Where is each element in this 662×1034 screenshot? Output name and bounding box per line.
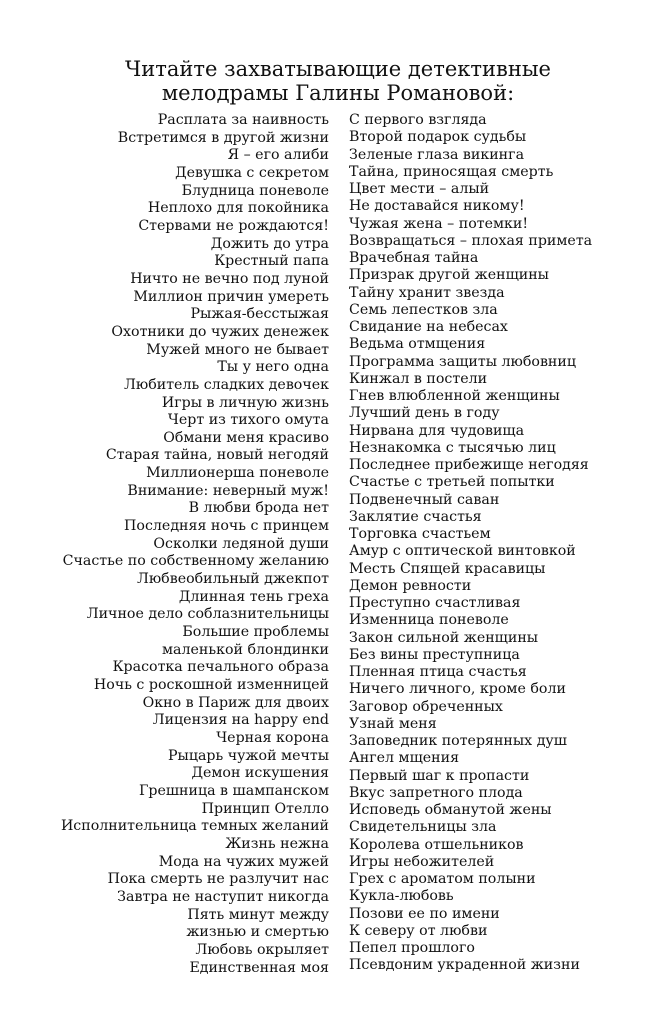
book-title: Внимание: неверный муж! [127, 482, 329, 499]
book-title: Торговка счастьем [349, 526, 491, 542]
book-title: С первого взгляда [349, 112, 487, 128]
book-title: Личное дело соблазнительницы [86, 606, 329, 623]
book-title: Свидетельницы зла [349, 819, 497, 836]
book-title: Зеленые глаза викинга [349, 146, 525, 163]
book-title: Осколки ледяной души [153, 535, 329, 552]
book-title: Игры в личную жизнь [161, 394, 329, 411]
book-title: Ведьма отмщения [349, 336, 486, 353]
page-title [0, 57, 662, 105]
book-title: Тайна, приносящая смерть [349, 163, 554, 180]
book-title: Демон искушения [191, 765, 329, 782]
book-title: Исполнительница темных желаний [60, 818, 329, 835]
book-title: Пепел прошлого [349, 940, 475, 956]
book-title: Принцип Отелло [201, 800, 329, 817]
book-title: Второй подарок судьбы [349, 129, 527, 146]
book-title: Рыжая-бесстыжая [190, 306, 329, 323]
book-title: Черная корона [216, 729, 329, 746]
book-title: Мужей много не бывает [146, 341, 329, 358]
book-title: Программа защиты любовниц [349, 353, 576, 370]
book-title: Охотники до чужих денежек [111, 323, 329, 340]
book-title: Кукла-любовь [349, 888, 454, 905]
book-title: Жизнь нежна [225, 835, 329, 852]
book-list-right [349, 112, 592, 975]
book-title: Заклятие счастья [349, 508, 482, 525]
book-title: Возвращаться – плохая примета [349, 232, 593, 249]
book-title: Пять минут между [187, 906, 329, 923]
book-title: Мода на чужих мужей [158, 853, 329, 870]
book-title: К северу от любви [349, 922, 488, 939]
book-title: Не доставайся никому! [349, 198, 525, 215]
book-title: Длинная тень греха [178, 588, 329, 605]
book-title: Ничего личного, кроме боли [349, 681, 566, 698]
book-title: Красотка печального образа [112, 659, 329, 676]
book-title: Преступно счастливая [349, 595, 521, 611]
book-title: Девушка с секретом [175, 164, 329, 181]
book-title: Дожить до утра [210, 235, 329, 252]
book-title: жизнью и смертью [186, 924, 329, 941]
book-title: Игры небожителей [349, 853, 495, 870]
book-title: Незнакомка с тысячью лиц [349, 439, 556, 456]
book-title: Крестный папа [214, 253, 329, 270]
book-title: Окно в Париж для двоих [142, 694, 329, 711]
book-title: Миллионерша поневоле [146, 465, 329, 482]
book-title: Последняя ночь с принцем [124, 518, 329, 535]
book-title: Любовь окрыляет [195, 941, 329, 958]
book-title: Счастье с третьей попытки [349, 474, 555, 491]
book-title: маленькой блондинки [162, 641, 329, 658]
title-line: Читайте захватывающие детективные [125, 57, 551, 81]
book-title: Гнев влюбленной женщины [349, 388, 560, 404]
book-title: Миллион причин умереть [133, 288, 329, 305]
book-title: Я – его алиби [227, 147, 329, 164]
book-title: Заговор обреченных [349, 698, 503, 715]
book-title: Встретимся в другой жизни [117, 129, 329, 146]
book-title: Большие проблемы [182, 624, 329, 641]
book-title: Вкус запретного плода [349, 784, 523, 801]
book-title: Ночь с роскошной изменницей [93, 677, 329, 693]
book-title: Чужая жена – потемки! [349, 215, 529, 232]
book-title: Стервами не рождаются! [138, 217, 329, 234]
book-title: Старая тайна, новый негодяй [105, 447, 329, 464]
book-title: Врачебная тайна [349, 250, 479, 266]
book-title: Тайну хранит звезда [349, 284, 505, 301]
book-title: Черт из тихого омута [167, 412, 329, 429]
book-title: Свидание на небесах [349, 319, 508, 335]
book-title: Любитель сладких девочек [124, 376, 329, 393]
book-title: Лучший день в году [349, 405, 500, 422]
book-title: Первый шаг к пропасти [349, 767, 530, 784]
book-title: Завтра не наступит никогда [117, 888, 329, 905]
book-title: Псевдоним украденной жизни [349, 957, 580, 974]
book-title: Заповедник потерянных душ [349, 733, 567, 749]
book-title: Рыцарь чужой мечты [168, 747, 329, 764]
book-title: Цвет мести – алый [349, 181, 490, 197]
book-title: Последнее прибежище негодяя [349, 457, 589, 473]
book-title: Королева отшельников [349, 836, 524, 853]
book-title: Без вины преступница [349, 646, 520, 663]
book-title: Расплата за наивность [157, 112, 329, 128]
book-title: Амур с оптической винтовкой [349, 543, 576, 560]
book-title: Любвеобильный джекпот [136, 571, 329, 588]
book-title: Изменница поневоле [349, 612, 509, 629]
book-title: Неплохо для покойника [147, 200, 329, 217]
book-title: Исповедь обманутой жены [349, 802, 552, 818]
book-title: Призрак другой женщины [349, 267, 549, 284]
book-title: Кинжал в постели [349, 370, 488, 387]
book-list-left [61, 112, 329, 977]
book-title: Грех с ароматом полыни [349, 871, 536, 887]
book-title: Единственная моя [189, 959, 329, 976]
book-title: Пока смерть не разлучит нас [107, 871, 329, 888]
title-line: мелодрамы Галины Романовой: [161, 81, 515, 105]
book-title: Закон сильной женщины [349, 629, 539, 646]
book-title: Грешница в шампанском [138, 782, 329, 799]
book-title: Месть Спящей красавицы [349, 560, 546, 577]
book-title: Блудница поневоле [181, 182, 329, 199]
book-title: Лицензия на happy end [152, 712, 329, 729]
book-title: Пленная птица счастья [349, 664, 527, 680]
book-title: Ничто не вечно под луной [130, 270, 329, 287]
book-title: Обмани меня красиво [163, 429, 329, 446]
book-title: Нирвана для чудовища [349, 422, 525, 439]
book-title: Позови ее по имени [349, 905, 500, 922]
book-title: В любви брода нет [188, 500, 329, 517]
book-title: Подвенечный саван [349, 491, 500, 508]
book-title: Счастье по собственному желанию [62, 553, 329, 570]
book-title: Ангел мщения [349, 750, 460, 767]
book-title: Демон ревности [349, 577, 472, 594]
book-title: Ты у него одна [217, 359, 329, 376]
book-title: Узнай меня [349, 715, 437, 732]
book-title: Семь лепестков зла [349, 301, 498, 318]
